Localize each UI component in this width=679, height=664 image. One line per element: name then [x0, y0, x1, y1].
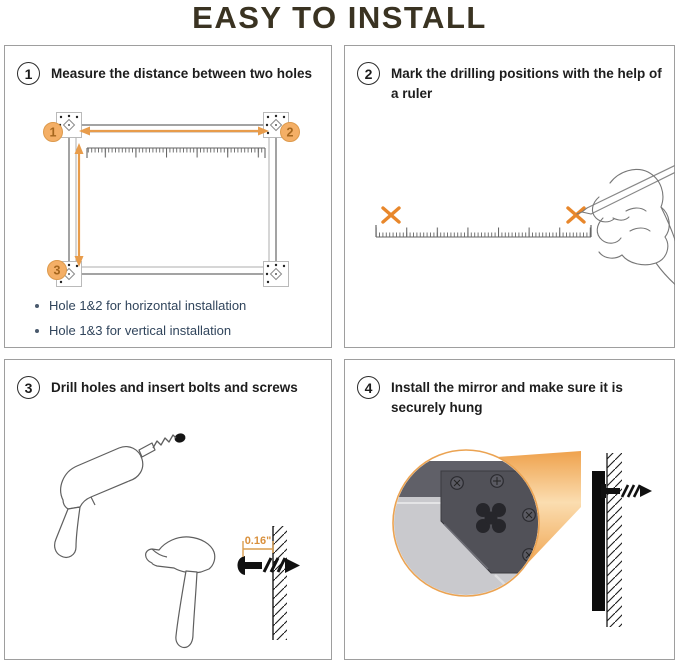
gap-dimension	[243, 535, 273, 557]
step-4-panel	[344, 359, 675, 660]
step-3-number-badge: 3	[17, 376, 40, 399]
wall-hatching	[273, 526, 287, 640]
hole-2-badge	[281, 123, 300, 142]
svg-text:3: 3	[53, 263, 61, 278]
page-title: EASY TO INSTALL	[192, 0, 487, 35]
drilling-illustration	[5, 408, 332, 660]
bullet-dot-icon	[35, 304, 39, 308]
step-3-header	[17, 375, 298, 399]
step-2-label: Mark the drilling positions with the help of a ruler	[391, 66, 662, 102]
step-4-label: Install the mirror and make sure it is securely hung	[391, 380, 623, 416]
hole-3-badge	[48, 261, 67, 280]
note-vertical: Hole 1&3 for vertical installation	[35, 318, 246, 343]
step-2-number-badge: 2	[357, 62, 380, 85]
hole-1-badge	[44, 123, 63, 142]
x-mark-left-icon	[383, 208, 399, 222]
step-1-label: Measure the distance between two holes	[51, 66, 313, 81]
hand-with-pencil-icon	[577, 164, 675, 288]
ruler-strip	[87, 148, 265, 160]
step-1-number-badge: 1	[17, 62, 40, 85]
drill-icon	[55, 435, 176, 557]
wall-side-view	[592, 453, 622, 627]
step-1-header	[17, 61, 312, 85]
mirror-measure-diagram	[13, 112, 325, 292]
mirror-frame	[69, 125, 276, 274]
gap-dimension-value: 0.16"	[244, 535, 272, 547]
step-3-panel	[4, 359, 332, 660]
x-mark-right-icon	[568, 208, 584, 222]
svg-text:2: 2	[286, 125, 294, 140]
hammer-icon	[146, 537, 215, 648]
installation-notes	[35, 293, 246, 343]
step-4-number-badge: 4	[357, 376, 380, 399]
hanging-illustration	[345, 415, 676, 660]
step-1-panel	[4, 45, 332, 348]
note-horizontal: Hole 1&2 for horizontal installation	[35, 293, 246, 318]
step-4-header	[357, 375, 667, 419]
step-2-panel	[344, 45, 675, 348]
bullet-dot-icon	[35, 329, 39, 333]
screw-icon	[237, 556, 300, 575]
step-2-header	[357, 61, 667, 105]
ruler	[376, 225, 591, 237]
bracket-closeup	[393, 461, 550, 615]
marking-illustration	[345, 141, 675, 346]
step-3-label: Drill holes and insert bolts and screws	[51, 380, 298, 395]
svg-text:1: 1	[49, 125, 57, 140]
